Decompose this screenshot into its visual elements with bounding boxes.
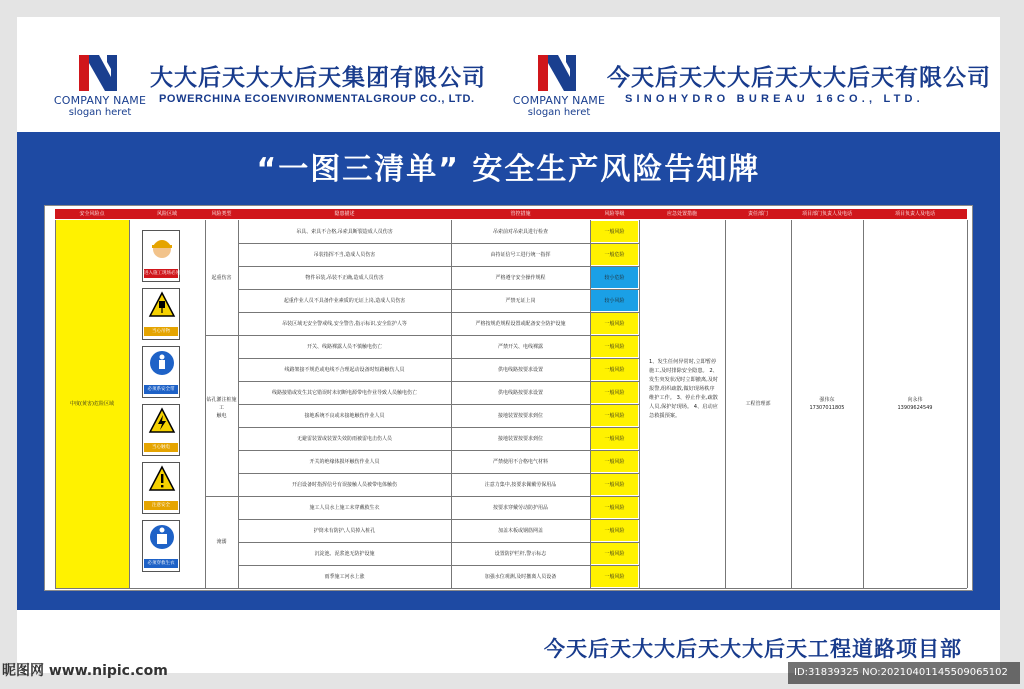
table-bottom [55,588,967,589]
control-text: 供电线路按要求设置 [497,390,543,396]
logo-slogan: slogan heret [68,107,132,118]
row-divider [238,404,639,405]
column-header: 风险类型 [211,211,232,217]
risk-type: 起重伤害 [211,274,232,281]
risk-level: 一般风险 [591,405,638,426]
area-label: 钻孔灌注桩施工 [206,397,237,411]
falling-object-icon [149,292,175,318]
control-text: 加盖木板或钢筋网盖 [497,528,543,534]
life-jacket-icon [149,524,175,550]
control-text: 吊索前对吊索具进行检查 [492,229,548,235]
n-logo-icon [538,55,576,91]
column-divider [967,220,968,588]
safety-board [17,17,1000,673]
hazard-text: 雨季施工河水上涨 [324,574,365,580]
watermark-left: 昵图网 www.nipic.com [2,663,168,679]
company-subtitle-left: POWERCHINA ECOENVIRONMENTALGROUP CO., LTD. [159,93,475,105]
footer-title: 今天后天大大后天大大后天工程道路项目部 [544,637,962,661]
control-text: 严格按规范规程设置或配备安全防护设施 [475,321,566,327]
project-manager-phone: 13909624549 [897,405,933,411]
hazard-text: 无避雷装置或装置失效防雨被雷电击伤人员 [296,436,392,442]
control-text: 加强水位观测,及时撤离人员设备 [484,574,557,580]
hazard-text: 开关的绝缘体损坏触伤作业人员 [309,459,380,465]
column-divider [639,220,640,588]
control-text: 严禁使用不合格电气材料 [492,459,548,465]
sign-label: 当心吊物 [144,327,178,336]
hazard-text: 吊具、索具不合格,吊索具断裂造成人员伤害 [296,229,393,235]
helmet-icon [149,234,175,260]
row-divider [238,450,639,451]
control-text: 接地装置按要求到位 [497,413,543,419]
safety-belt-icon [149,350,175,376]
row-divider [238,519,639,520]
risk-level: 一般危险 [591,244,638,265]
project-manager-name: 向永伟 [907,397,923,403]
group-divider [205,335,238,336]
column-divider [205,220,206,588]
company-logo-left [55,55,145,95]
column-header: 风险区域 [156,211,177,217]
safety-sign [142,346,180,398]
row-divider [238,496,639,497]
hazard-text: 施工人员水上施工未穿戴救生衣 [309,505,380,511]
safety-sign [142,520,180,572]
control-text: 注意力集中,按要求佩戴劳保用品 [484,482,557,488]
watermark-right: ID:31839325 NO:20210401145509065102 [788,662,1020,684]
risk-level: 一般风险 [591,566,638,587]
department: 工程管理部 [745,401,771,407]
risk-level: 一般风险 [591,520,638,541]
control-text: 严禁开关、电线裸露 [497,344,543,350]
risk-level: 一般风险 [591,474,638,495]
dept-manager-name: 强伟东 [819,397,835,403]
risk-level: 一般风险 [591,221,638,242]
risk-level: 一般风险 [591,543,638,564]
hazard-text: 开启设备时指挥信号有误接触人员被带电体触伤 [291,482,397,488]
risk-level: 一般风险 [591,359,638,380]
row-divider [238,427,639,428]
column-header: 管控措施 [510,211,531,217]
company-title-left: 大大后天大大后天集团有限公司 [150,65,486,91]
n-logo-icon [79,55,117,91]
emergency-measures: 1、发生任何异常时,立即暂停施工,及时排除安全隐患。 2、发生突发状况时立即撤离,及时报警,组织疏散,做好现场秩序维护工作。 3、停止作业,疏散人员,保护好现场。 4、启动应急救援预案。 [649,359,719,419]
logo-company-name: COMPANY NAME [53,94,147,107]
control-text: 接地装置按要求到位 [497,436,543,442]
row-divider [238,312,639,313]
safety-sign [142,288,180,340]
sign-label: 当心触电 [144,443,178,452]
column-header: 风险等级 [604,211,625,217]
row-divider [238,243,639,244]
hazard-text: 吊装区域无安全警戒线,安全警告,指示标识,安全监护人等 [282,321,407,327]
risk-level: 较小危险 [591,267,638,288]
hazard-text: 线路接错或发生其它错误时未切断电源带电作业导致人员触电伤亡 [271,390,417,396]
risk-level: 一般风险 [591,497,638,518]
main-title: “一图三清单” 安全生产风险告知牌 [256,152,761,187]
risk-level: 一般风险 [591,451,638,472]
safety-sign [142,404,180,456]
dept-manager-phone: 17307011805 [809,405,845,411]
zone-label: 中度(黄害)危险区域 [70,401,114,407]
column-divider [791,220,792,588]
hazard-text: 沉淀池、泥浆池无防护设施 [314,551,375,557]
warning-icon [149,466,175,492]
sign-label: 必须穿救生衣 [144,559,178,568]
risk-type: 淹溺 [216,539,227,545]
column-header: 责任部门 [747,211,768,217]
sign-label: 必须系安全带 [144,385,178,394]
company-title-right: 今天后天大大后天大大后天有限公司 [607,65,991,91]
column-header: 安全风险点 [79,211,105,217]
risk-table [44,205,973,591]
row-divider [238,565,639,566]
control-text: 供电线路按要求设置 [497,367,543,373]
row-divider [238,542,639,543]
risk-level: 一般风险 [591,313,638,334]
row-divider [238,335,639,336]
control-text: 设置防护栏杆,警示标志 [494,551,547,557]
control-text: 由持证信号工进行统一指挥 [490,252,551,258]
hazard-text: 吊装指挥不当,造成人员伤害 [313,252,376,258]
column-divider [451,220,452,588]
electric-shock-icon [149,408,175,434]
risk-level: 较小风险 [591,290,638,311]
row-divider [238,266,639,267]
row-divider [238,381,639,382]
risk-level: 一般风险 [591,336,638,357]
control-text: 按要求穿戴劳动防护用品 [492,505,548,511]
risk-type: 触电 [216,412,227,419]
hazard-text: 物件吊装,吊装不正确,造成人员伤害 [305,275,384,281]
row-divider [238,289,639,290]
column-divider [590,220,591,588]
hazard-text: 护筒未有防护,人员掉入桩孔 [313,528,376,534]
row-divider [238,473,639,474]
company-logo-right [514,55,604,95]
sign-label: 进入施工现场必须戴安全帽 [144,271,198,276]
hazard-text: 起重作业人员不具备作业素质的无证上岗,造成人员伤害 [283,298,406,304]
hazard-text: 开关、线路裸露人员不慎触电伤亡 [306,344,382,350]
safety-sign [142,462,180,514]
column-header: 项目负责人及电话 [894,211,935,217]
sign-label: 注意安全 [144,501,178,510]
company-subtitle-right: SINOHYDRO BUREAU 16CO., LTD. [625,93,924,105]
column-divider [863,220,864,588]
logo-text-left [45,94,155,118]
column-header: 隐患描述 [334,211,355,217]
logo-text-right [504,94,614,118]
column-divider [55,220,56,588]
group-divider [205,496,238,497]
hazard-text: 线路架接不规范或电线不合理起动设备时短路触伤人员 [284,367,405,373]
control-text: 严格遵守安全操作规程 [495,275,546,281]
column-divider [238,220,239,588]
column-header: 应急处置措施 [666,211,697,217]
logo-company-name: COMPANY NAME [512,94,606,107]
column-header: 项目部门负责人及电话 [801,211,852,217]
risk-level: 一般风险 [591,382,638,403]
risk-level: 一般风险 [591,428,638,449]
column-divider [129,220,130,588]
safety-sign [142,230,198,282]
table-header [55,209,967,219]
hazard-text: 接地系统不良或未接地触伤作业人员 [304,413,385,419]
logo-slogan: slogan heret [527,107,591,118]
row-divider [238,358,639,359]
control-text: 严禁无证上岗 [505,298,536,304]
